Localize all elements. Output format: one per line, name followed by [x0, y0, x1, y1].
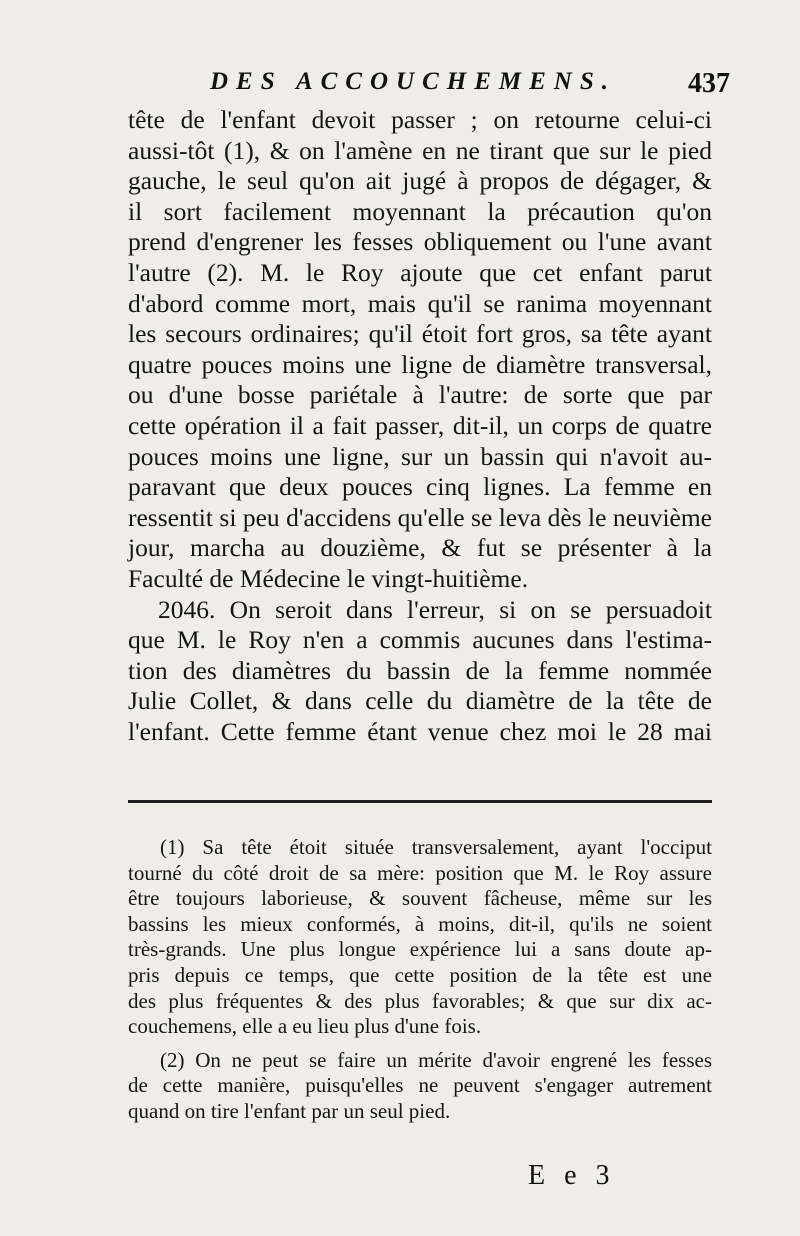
- footnotes: [128, 835, 712, 1125]
- footnote-line: (1) Sa tête étoit située transversalement, ayant l'occiput: [160, 835, 712, 859]
- running-head: DES ACCOUCHEMENS.: [210, 68, 616, 95]
- text-line: Julie Collet, & dans celle du diamètre de la tête de: [128, 686, 712, 716]
- footnote-line: couchemens, elle a eu lieu plus d'une fois.: [128, 1014, 482, 1039]
- text-line: il sort facilement moyennant la précaution qu'on: [128, 196, 712, 226]
- footnote-line: être toujours laborieuse, & souvent fâcheuse, même sur les: [128, 886, 712, 911]
- text-line: que M. le Roy n'en a commis aucunes dans l'estima-: [128, 625, 712, 655]
- text-line: ressentit si peu d'accidens qu'elle se leva dès le neuvième: [128, 502, 712, 532]
- footnote-line: des plus fréquentes & des plus favorables; & que sur dix ac-: [128, 988, 712, 1013]
- text-line: l'enfant. Cette femme étant venue chez moi le 28 mai: [128, 716, 712, 746]
- page-header: [210, 68, 730, 108]
- text-line: tion des diamètres du bassin de la femme nommée: [128, 655, 712, 685]
- footnote-line: (2) On ne peut se faire un mérite d'avoir engrené les fesses: [160, 1047, 712, 1072]
- text-line: Faculté de Médecine le vingt-huitième.: [128, 563, 529, 593]
- text-line: les secours ordinaires; qu'il étoit fort gros, sa tête ayant: [128, 319, 712, 349]
- text-line: gauche, le seul qu'on ait jugé à propos de dégager, &: [128, 166, 712, 196]
- paragraph-2046-start: 2046. On seroit dans l'erreur, si on se persuadoit: [158, 594, 712, 624]
- text-line: l'autre (2). M. le Roy ajoute que cet enfant parut: [128, 257, 712, 287]
- text-line: tête de l'enfant devoit passer ; on retourne celui-ci: [128, 105, 712, 134]
- footnote-line: tourné du côté droit de sa mère: position que M. le Roy assure: [128, 860, 712, 885]
- footnote-divider: [128, 800, 712, 803]
- text-line: paravant que deux pouces cinq lignes. La femme en: [128, 472, 712, 502]
- text-line: ou d'une bosse pariétale à l'autre: de sorte que par: [128, 380, 712, 410]
- text-line: pouces moins une ligne, sur un bassin qui n'avoit au-: [128, 441, 712, 471]
- footnote-2: [128, 1048, 712, 1125]
- footnote-line: de cette manière, puisqu'elles ne peuvent s'engager autrement: [128, 1073, 712, 1098]
- footnote-line: très-grands. Une plus longue expérience lui a sans doute ap-: [128, 937, 712, 962]
- footnote-line: quand on tire l'enfant par un seul pied.: [128, 1098, 451, 1123]
- signature-mark: E e 3: [528, 1160, 616, 1191]
- main-text: [128, 105, 712, 747]
- text-line: quatre pouces moins une ligne de diamètre transversal,: [128, 349, 712, 379]
- text-line: cette opération il a fait passer, dit-il, un corps de quatre: [128, 410, 712, 440]
- text-line: jour, marcha au douzième, & fut se présenter à la: [128, 533, 712, 563]
- text-line: prend d'engrener les fesses obliquement ou l'une avant: [128, 227, 712, 257]
- text-line: aussi-tôt (1), & on l'amène en ne tirant que sur le pied: [128, 135, 712, 165]
- page-number: 437: [688, 68, 730, 99]
- text-line: d'abord comme mort, mais qu'il se ranima moyennant: [128, 288, 712, 318]
- footnote-1: [128, 835, 712, 1040]
- footnote-line: bassins les mieux conformés, à moins, dit-il, qu'ils ne soient: [128, 911, 712, 936]
- footnote-line: pris depuis ce temps, que cette position de la tête est une: [128, 962, 712, 987]
